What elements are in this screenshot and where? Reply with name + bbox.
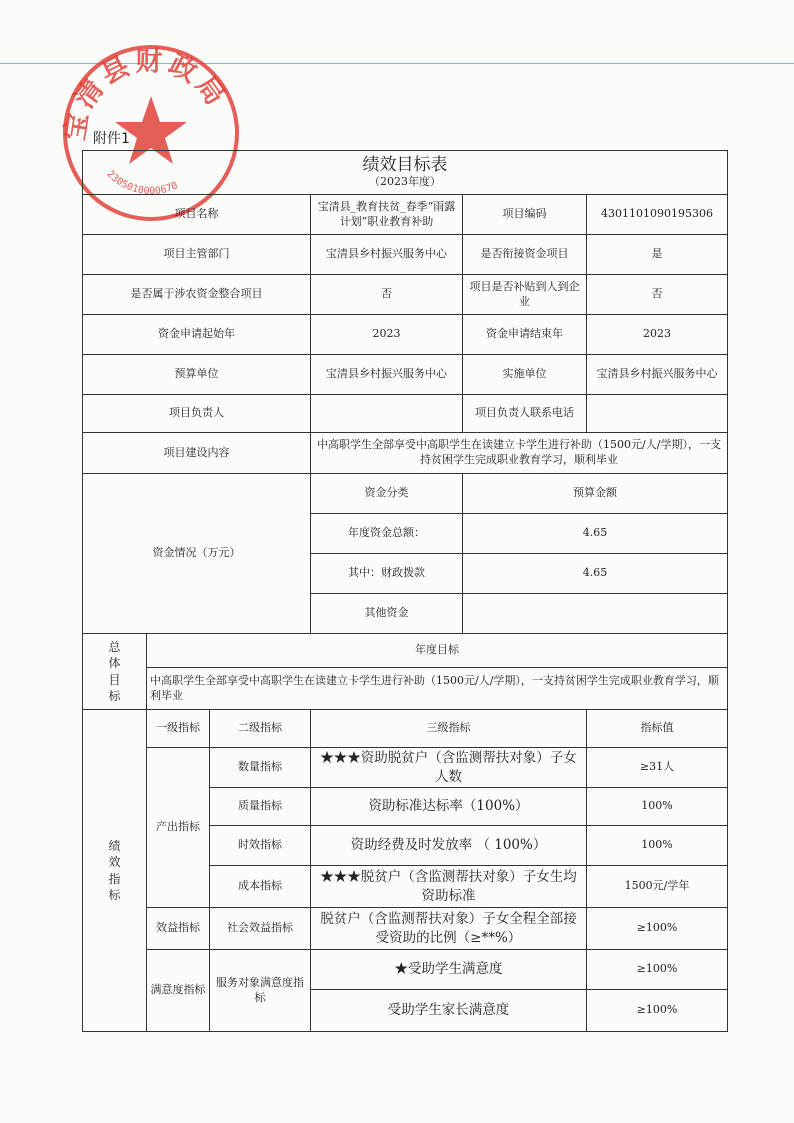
project-name-label: 项目名称 [83,195,311,235]
level3-header: 三级指标 [311,710,587,748]
indicator-row-value: 100% [587,788,728,826]
overall-goal-label [83,634,147,710]
indicator-row-value: 1500元/学年 [587,866,728,908]
indicator-row-value: 100% [587,826,728,866]
funds-fiscal: 4.65 [463,554,728,594]
level2-header: 二级指标 [210,710,311,748]
performance-target-table [82,150,728,1032]
indicator-row-l2: 服务对象满意度指标 [210,950,311,1032]
indicator-row-l3: ★★★资助脱贫户（含监测帮扶对象）子女人数 [311,748,587,788]
start-year-label: 资金申请起始年 [83,315,311,355]
impl-unit-label: 实施单位 [463,355,587,395]
indicator-row-l3: ★★★脱贫户（含监测帮扶对象）子女生均资助标准 [311,866,587,908]
budget-unit: 宝清县乡村振兴服务中心 [311,355,463,395]
enterprise-label: 项目是否补贴到人到企业 [463,275,587,315]
indicator-row-value: ≥100% [587,908,728,950]
level1-header: 一级指标 [147,710,210,748]
integration-value: 否 [311,275,463,315]
project-code-label: 项目编码 [463,195,587,235]
end-year: 2023 [587,315,728,355]
indicator-row-value: ≥100% [587,950,728,990]
output-indicator-label: 产出指标 [147,748,210,908]
impl-unit: 宝清县乡村振兴服务中心 [587,355,728,395]
indicator-row-l3: 资助经费及时发放率 （ 100%） [311,826,587,866]
content-label: 项目建设内容 [83,433,311,474]
linked-value: 是 [587,235,728,275]
linked-label: 是否衔接资金项目 [463,235,587,275]
overall-goal-text: 总体目标 [108,640,121,703]
indicator-row-l2: 时效指标 [210,826,311,866]
indicator-row-value: ≥100% [587,990,728,1032]
indicator-row-l2: 质量指标 [210,788,311,826]
funds-amount-header: 预算金额 [463,474,728,514]
indicator-row-l3: ★受助学生满意度 [311,950,587,990]
funds-total: 4.65 [463,514,728,554]
svg-text:宝清县财政局: 宝清县财政局 [59,46,233,143]
annual-goal-text: 中高职学生全部享受中高职学生在读建立卡学生进行补助（1500元/人/学期），一支持贫困学生完成职业教育学习，顺利毕业 [147,668,728,710]
year-label: （2023年度） [369,175,441,189]
dept: 宝清县乡村振兴服务中心 [311,235,463,275]
funds-other [463,594,728,634]
indicator-row-l2: 数量指标 [210,748,311,788]
benefit-indicator-label: 效益指标 [147,908,210,950]
phone-label: 项目负责人联系电话 [463,395,587,433]
annual-goal-header: 年度目标 [147,634,728,668]
indicators-text: 绩效指标 [108,839,121,902]
indicator-row-l3: 脱贫户（含监测帮扶对象）子女全程全部接受资助的比例（≥**%） [311,908,587,950]
leader-value [311,395,463,433]
funds-category-header: 资金分类 [311,474,463,514]
integration-label: 是否属于涉农资金整合项目 [83,275,311,315]
svg-text:2305010000670: 2305010000670 [104,168,180,198]
start-year: 2023 [311,315,463,355]
content-text: 中高职学生全部享受中高职学生在读建立卡学生进行补助（1500元/人/学期），一支持贫困学生完成职业教育学习，顺利毕业 [311,433,728,474]
project-name: 宝清县_教育扶贫_春季“雨露计划”职业教育补助 [311,195,463,235]
indicators-label [83,710,147,1032]
leader-label: 项目负责人 [83,395,311,433]
funds-other-label: 其他资金 [311,594,463,634]
budget-unit-label: 预算单位 [83,355,311,395]
indicator-row-l3: 资助标准达标率（100%） [311,788,587,826]
end-year-label: 资金申请结束年 [463,315,587,355]
satisfaction-indicator-label: 满意度指标 [147,950,210,1032]
indicator-row-l3: 受助学生家长满意度 [311,990,587,1032]
funds-fiscal-label: 其中：财政拨款 [311,554,463,594]
indicator-row-l2: 成本指标 [210,866,311,908]
funds-total-label: 年度资金总额： [311,514,463,554]
phone-value [587,395,728,433]
funds-label: 资金情况（万元） [83,474,311,634]
value-header: 指标值 [587,710,728,748]
page-title: 绩效目标表 [362,154,448,175]
dept-label: 项目主管部门 [83,235,311,275]
enterprise-value: 否 [587,275,728,315]
indicator-row-l2: 社会效益指标 [210,908,311,950]
attachment-label: 附件1 [93,131,130,147]
project-code: 4301101090195306 [587,195,728,235]
indicator-row-value: ≥31人 [587,748,728,788]
table-title [83,151,728,198]
